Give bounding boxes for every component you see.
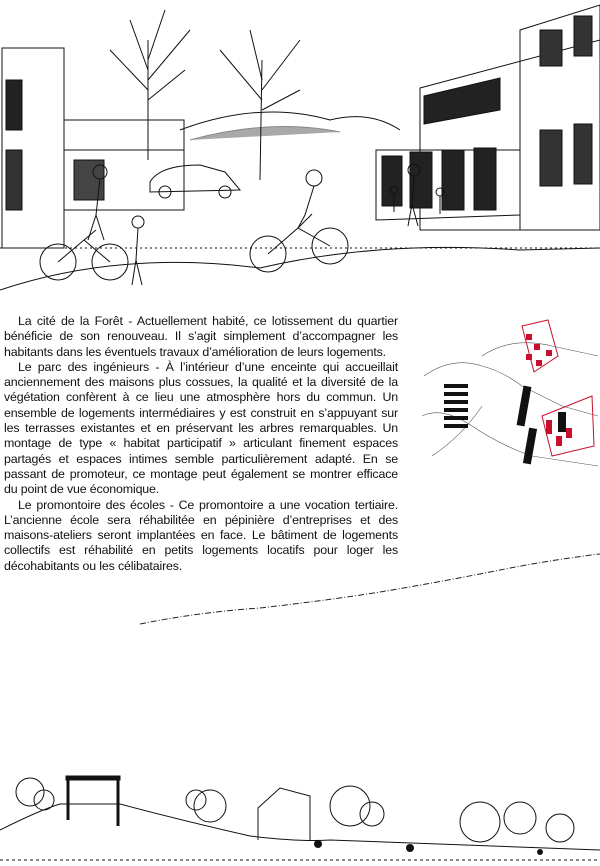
street-perspective-sketch [0, 0, 600, 300]
paragraph-cite-foret: La cité de la Forêt - Actuellement habité, ce lotissement du quartier bénéficie de son renouveau. Il s’agit simplement d’accompagner les habitants dans les éventuels travaux d’amélioration de leurs logements. [4, 314, 398, 359]
paragraph-parc-ingenieurs: Le parc des ingénieurs - À l’intérieur d’une enceinte qui accueillait anciennement des maisons plus cossues, la qualité et la diversité de la végétation confèrent à ce lieu une atmosphère hors du commun. Un ensemble de logements intermédiaires y est construit en s’appuyant sur les terrasses existantes et en préservant les arbres remarquables. Un montage de type « habitat participatif » articulant finement espaces partagés et espaces intimes semble particulièrement adapté. En se passant de promoteur, ce montage peut également se montrer efficace du point de vue économique. [4, 359, 398, 497]
paragraph-promontoire-ecoles: Le promontoire des écoles - Ce promontoire a une vocation tertiaire. L’ancienne école sera réhabilitée en pépinière d’entreprises et des maisons-ateliers seront implantées en face. Le bâtiment de logements collectifs est réhabilité en petits logements locatifs pour loger les décohabitants ou les célibataires. [4, 497, 398, 573]
description-text [4, 314, 398, 574]
site-plan-map [422, 316, 600, 476]
site-section-sketch [0, 740, 600, 866]
